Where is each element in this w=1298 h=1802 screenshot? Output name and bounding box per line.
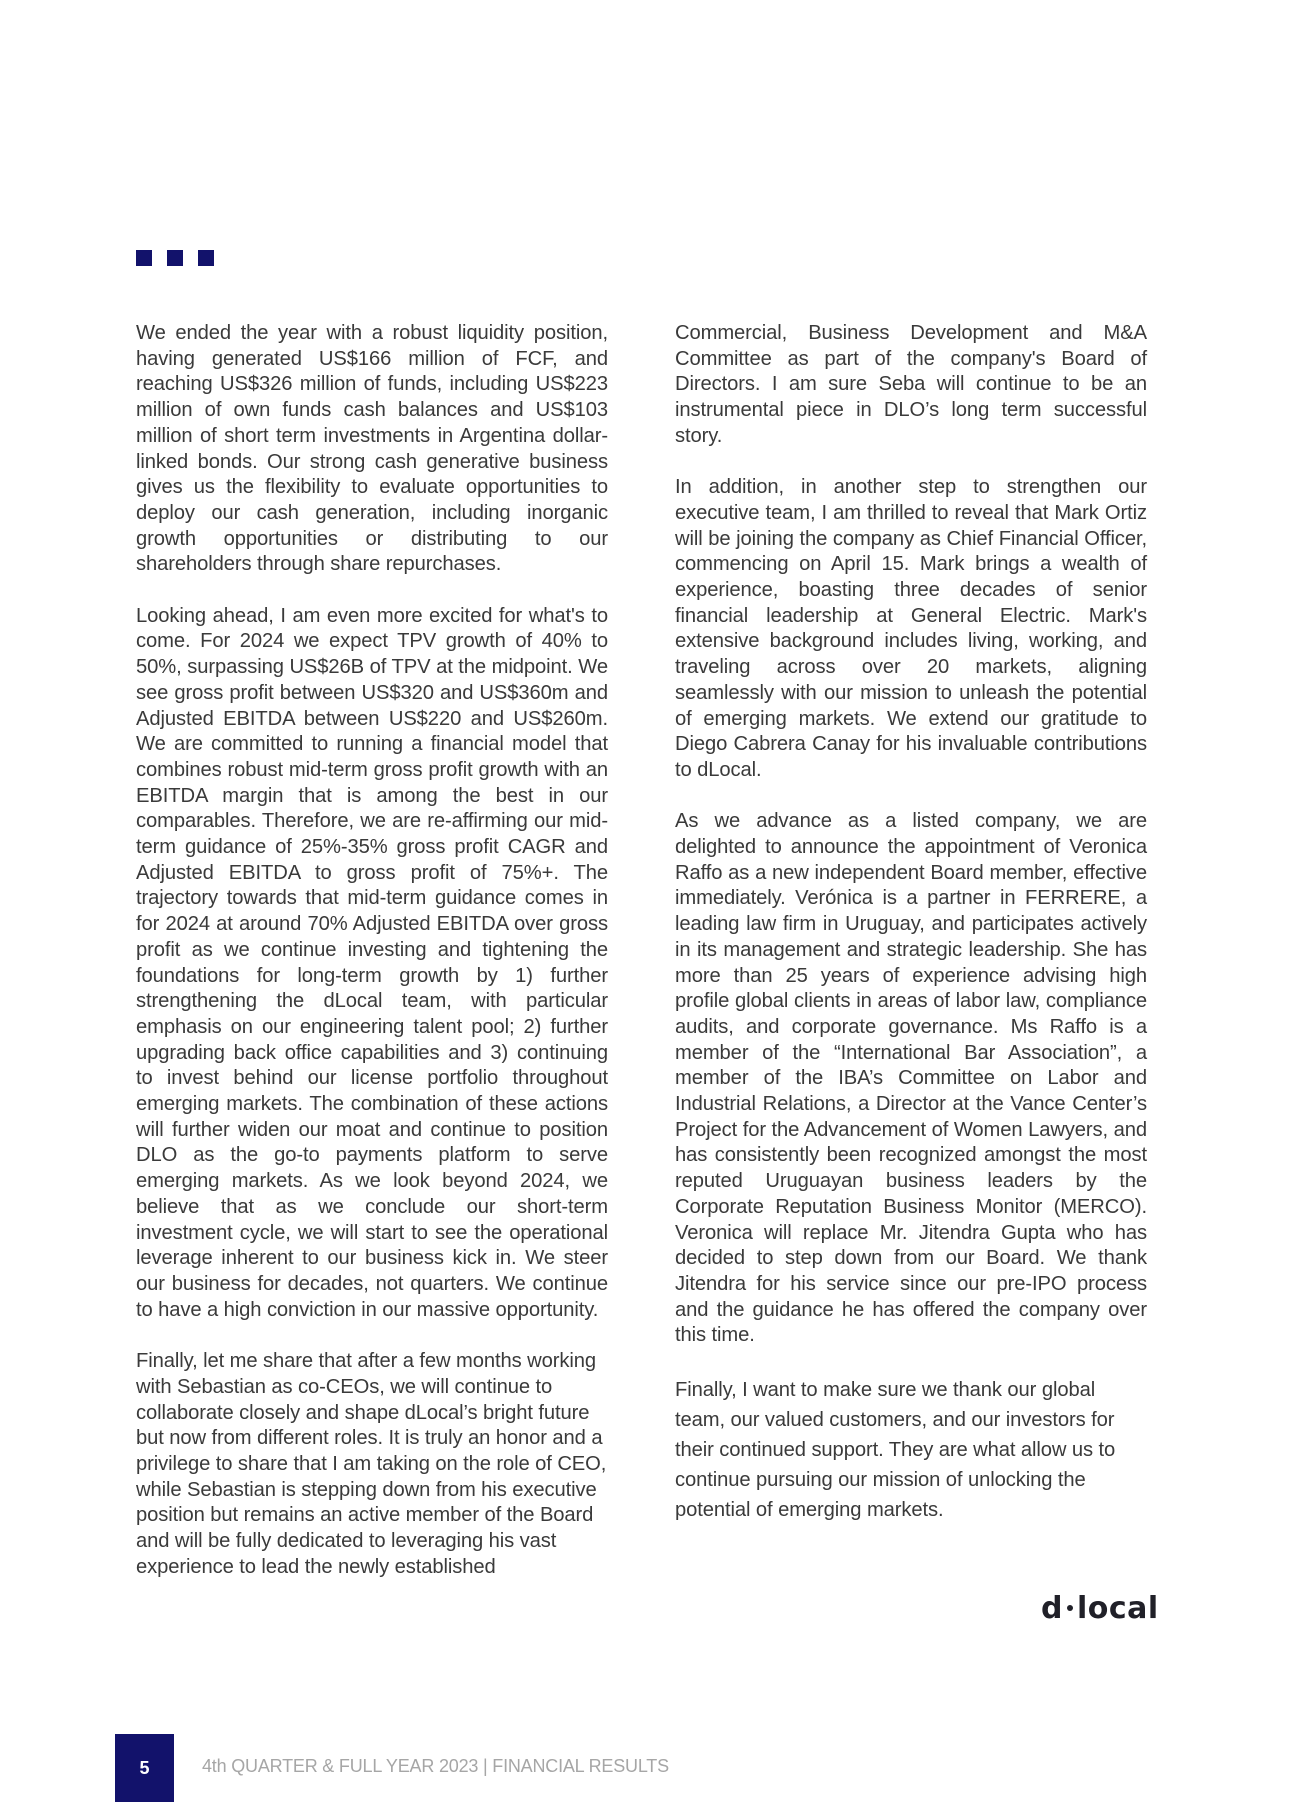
paragraph: Finally, I want to make sure we thank our global team, our valued customers, and our investors for their continued support. They are what allow us to continue pursuing our mission of unlocking the potential of emerging markets. [675,1378,1116,1521]
page-number: 5 [115,1734,174,1802]
logo-right: local [1076,1591,1159,1626]
square-icon [167,250,183,266]
decorative-squares [136,250,214,266]
paragraph: We ended the year with a robust liquidity position, having generated US$166 million of FCF, and reaching US$326 million of funds, including US$223 million of own funds cash balances and US$103 million of short term investments in Argentina dollar-linked bonds. Our strong cash generative business gives us the flexibility to evaluate opportunities to deploy our cash generation, including inorganic growth opportunities or distributing to our shareholders through share repurchases. [136,322,608,576]
paragraph: Finally, let me share that after a few months working with Sebastian as co-CEOs, we will continue to collaborate closely and shape dLocal’s bright future but now from different roles. It is truly an honor and a privilege to share that I am taking on the role of CEO, while Sebastian is stepping down from his executive position but remains an active member of the Board and will be fully dedicated to leveraging his vast experience to lead the newly established [136,1350,607,1578]
paragraph: As we advance as a listed company, we are delighted to announce the appointment of Veronica Raffo as a new independent Board member, effective immediately. Verónica is a partner in FERRERE, a leading law firm in Uruguay, and participates actively in its management and strategic leadership. She has more than 25 years of experience advising high profile global clients in areas of labor law, compliance audits, and corporate governance. Ms Raffo is a member of the “International Bar Association”, a member of the IBA’s Committee on Labor and Industrial Relations, a Director at the Vance Center’s Project for the Advancement of Women Lawyers, and has consistently been recognized amongst the most reputed Uruguayan business leaders by the Corporate Reputation Business Monitor (MERCO). Veronica will replace Mr. Jitendra Gupta who has decided to step down from our Board. We thank Jitendra for his service since our pre-IPO process and the guidance he has offered the company over this time. [675,810,1147,1347]
logo-dot-icon [1067,1605,1073,1611]
paragraph: Looking ahead, I am even more excited for what's to come. For 2024 we expect TPV growth of 40% to 50%, surpassing US$26B of TPV at the midpoint. We see gross profit between US$320 and US$360m and Adjusted EBITDA between US$220 and US$260m. We are committed to running a financial model that combines robust mid-term gross profit growth with an EBITDA margin that is among the best in our comparables. Therefore, we are re-affirming our mid-term guidance of 25%-35% gross profit CAGR and Adjusted EBITDA to gross profit of 75%+. The trajectory towards that mid-term guidance comes in for 2024 at around 70% Adjusted EBITDA over gross profit as we continue investing and tightening the foundations for long-term growth by 1) further strengthening the dLocal team, with particular emphasis on our engineering talent pool; 2) further upgrading back office capabilities and 3) continuing to invest behind our license portfolio throughout emerging markets. The combination of these actions will further widen our moat and continue to position DLO as the go-to payments platform to serve emerging markets. As we look beyond 2024, we believe that as we conclude our short-term investment cycle, we will start to see the operational leverage inherent to our business kick in. We steer our business for decades, not quarters. We continue to have a high conviction in our massive opportunity. [136,604,608,1321]
left-column [136,321,608,1606]
square-icon [198,250,214,266]
logo-left: d [1041,1591,1063,1626]
paragraph: Commercial, Business Development and M&A Committee as part of the company's Board of Directors. I am sure Seba will continue to be an instrumental piece in DLO’s long term successful story. [675,322,1147,447]
dlocal-logo [1041,1591,1159,1626]
right-column [675,321,1147,1550]
paragraph: In addition, in another step to strengthen our executive team, I am thrilled to reveal that Mark Ortiz will be joining the company as Chief Financial Officer, commencing on April 15. Mark brings a wealth of experience, boasting three decades of senior financial leadership at General Electric. Mark's extensive background includes living, working, and traveling across over 20 markets, aligning seamlessly with our mission to unleash the potential of emerging markets. We extend our gratitude to Diego Cabrera Canay for his invaluable contributions to dLocal. [675,476,1147,781]
square-icon [136,250,152,266]
footer-title: 4th QUARTER & FULL YEAR 2023 | FINANCIAL RESULTS [202,1756,669,1776]
